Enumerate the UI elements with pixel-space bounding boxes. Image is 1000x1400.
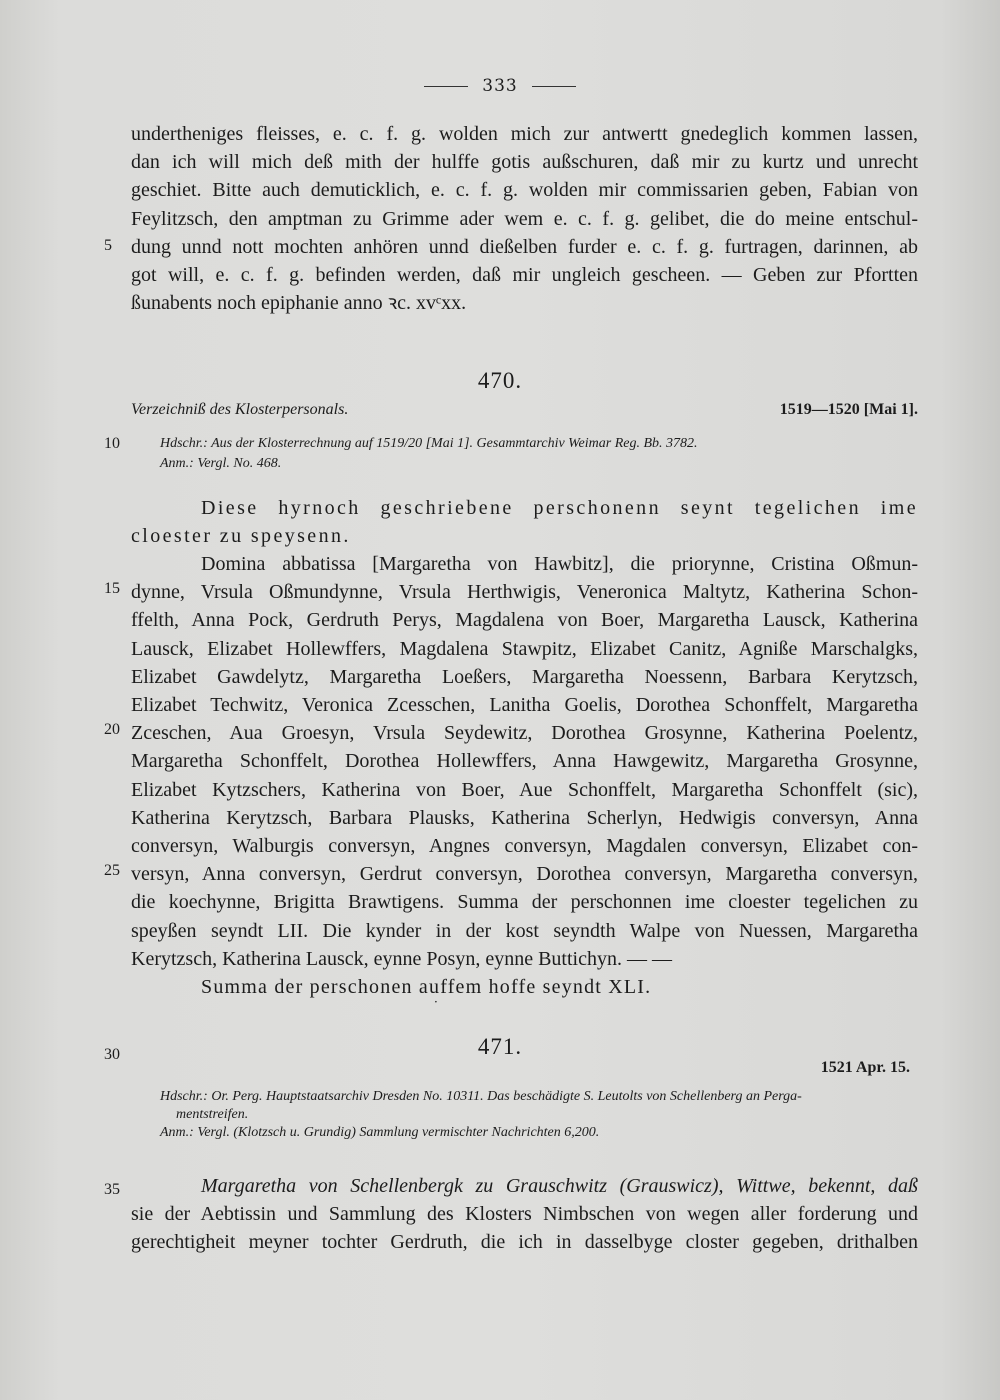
text-line: speyßen seyndt LII. Die kynder in der kost seyndth Walpe von Nuessen, Margaretha xyxy=(131,919,918,942)
source-annotation: Anm.: Vergl. No. 468. xyxy=(160,456,282,471)
regest-paragraph-471 xyxy=(131,1172,918,1257)
line-number: 5 xyxy=(104,237,112,254)
text-line: Zceschen, Aua Groesyn, Vrsula Seydewitz, Dorothea Grosynne, Katherina Poelentz, xyxy=(131,722,918,745)
document-heading-470 xyxy=(131,401,918,419)
text-line: Katherina Kerytzsch, Barbara Plausks, Katherina Scherlyn, Hedwigis conversyn, Anna xyxy=(131,806,918,829)
text-line: dung unnd nott mochten anhören unnd dießelben furder e. c. f. g. furtragen, darinnen, ab xyxy=(131,235,918,258)
source-note-471 xyxy=(160,1088,918,1142)
text-line: cloester zu speysenn. xyxy=(131,525,351,548)
line-number: 15 xyxy=(104,580,120,597)
source-manuscript-continued: mentstreifen. xyxy=(176,1107,249,1122)
text-line: Elizabet Techwitz, Veronica Zcesschen, Lanitha Goelis, Dorothea Schonffelt, Margaretha xyxy=(131,694,918,717)
header-rule-left xyxy=(424,86,468,87)
text-line: Kerytzsch, Katherina Lausck, eynne Posyn, eynne Buttichyn. — — xyxy=(131,947,672,970)
text-line: die koechynne, Brigitta Brawtigens. Summa der perschonnen ime cloester tegelichen zu xyxy=(131,891,918,914)
source-note-470 xyxy=(160,434,918,474)
line-number: 25 xyxy=(104,862,120,879)
source-manuscript: Hdschr.: Aus der Klosterrechnung auf 1519/20 [Mai 1]. Gesammtarchiv Weimar Reg. Bb. 3782. xyxy=(160,436,698,451)
document-date-471: 1521 Apr. 15. xyxy=(820,1059,910,1076)
text-line: versyn, Anna conversyn, Gerdrut conversyn, Dorothea conversyn, Margaretha conversyn, xyxy=(131,863,918,886)
text-line: Elizabet Kytzschers, Katherina von Boer, Aue Schonffelt, Margaretha Schonffelt (sic), xyxy=(131,778,918,801)
text-line: sie der Aebtissin und Sammlung des Klosters Nimbschen von wegen aller forderung und xyxy=(131,1203,918,1226)
text-line: Margaretha Schonffelt, Dorothea Hollewffers, Anna Hawgewitz, Margaretha Grosynne, xyxy=(131,750,918,773)
source-annotation: Anm.: Vergl. (Klotzsch u. Grundig) Sammlung vermischter Nachrichten 6,200. xyxy=(160,1125,600,1140)
line-number: 10 xyxy=(104,435,120,452)
line-number: 20 xyxy=(104,721,120,738)
document-number-470: 470. xyxy=(477,368,523,393)
page-header xyxy=(0,76,1000,96)
text-line: Domina abbatissa [Margaretha von Hawbitz], die priorynne, Cristina Oßmun- xyxy=(201,553,918,575)
text-line: gerechtigheit meyner tochter Gerdruth, die ich in dasselbyge closter gegeben, drithalben xyxy=(131,1231,918,1254)
text-line: conversyn, Walburgis conversyn, Angnes conversyn, Magdalen conversyn, Elizabet con- xyxy=(131,835,918,858)
body-paragraph-470 xyxy=(131,550,918,1001)
line-number: 35 xyxy=(104,1181,120,1198)
text-line: ffelth, Anna Pock, Gerdruth Perys, Magdalena von Boer, Margaretha Lausck, Katherina xyxy=(131,609,918,632)
line-number: 30 xyxy=(104,1046,120,1063)
text-line: dynne, Vrsula Oßmundynne, Vrsula Herthwigis, Veneronica Maltytz, Katherina Schon- xyxy=(131,581,918,604)
header-rule-right xyxy=(532,86,576,87)
document-title: Verzeichniß des Klosterpersonals. xyxy=(131,401,349,418)
text-line: Elizabet Gawdelytz, Margaretha Loeßers, Margaretha Noessenn, Barbara Kerytzsch, xyxy=(131,665,918,688)
text-line: undertheniges fleisses, e. c. f. g. wolden mich zur antwertt gnedeglich kommen lassen, xyxy=(131,123,918,145)
summary-line: Summa der perschonen auffem hoffe seyndt XLI. xyxy=(201,976,652,999)
page-number: 333 xyxy=(482,76,518,96)
text-line: geschiet. Bitte auch demuticklich, e. c. f. g. wolden mir commissarien geben, Fabian von xyxy=(131,179,918,202)
text-line: Margaretha von Schellenbergk zu Grauschwitz (Grauswicz), Wittwe, bekennt, daß xyxy=(201,1175,918,1197)
text-line: Diese hyrnoch geschriebene perschonenn seynt tegelichen ime xyxy=(201,497,918,519)
document-number-471: 471. xyxy=(477,1034,523,1059)
document-date: 1519—1520 [Mai 1]. xyxy=(779,401,918,418)
continuation-paragraph xyxy=(131,120,918,317)
source-manuscript: Hdschr.: Or. Perg. Hauptstaatsarchiv Dresden No. 10311. Das beschädigte S. Leutolts von Schellenberg an Perga- xyxy=(160,1089,802,1104)
separator-dot: · xyxy=(434,995,438,1009)
intro-paragraph-470 xyxy=(131,494,918,550)
text-line: Lausck, Elizabet Hollewffers, Magdalena Stawpitz, Elizabet Canitz, Agniße Marschalgks, xyxy=(131,637,918,660)
text-line: ßunabents noch epiphanie anno ꝛc. xvᶜxx. xyxy=(131,292,467,315)
text-line: Feylitzsch, den amptman zu Grimme ader wem e. c. f. g. gelibet, die do meine entschul- xyxy=(131,207,918,230)
text-line: got will, e. c. f. g. befinden werden, daß mir ungleich gescheen. — Geben zur Pfortten xyxy=(131,264,918,287)
text-line: dan ich will mich deß mith der hulffe gotis außschuren, daß mir zu kurtz und unrecht xyxy=(131,151,918,174)
